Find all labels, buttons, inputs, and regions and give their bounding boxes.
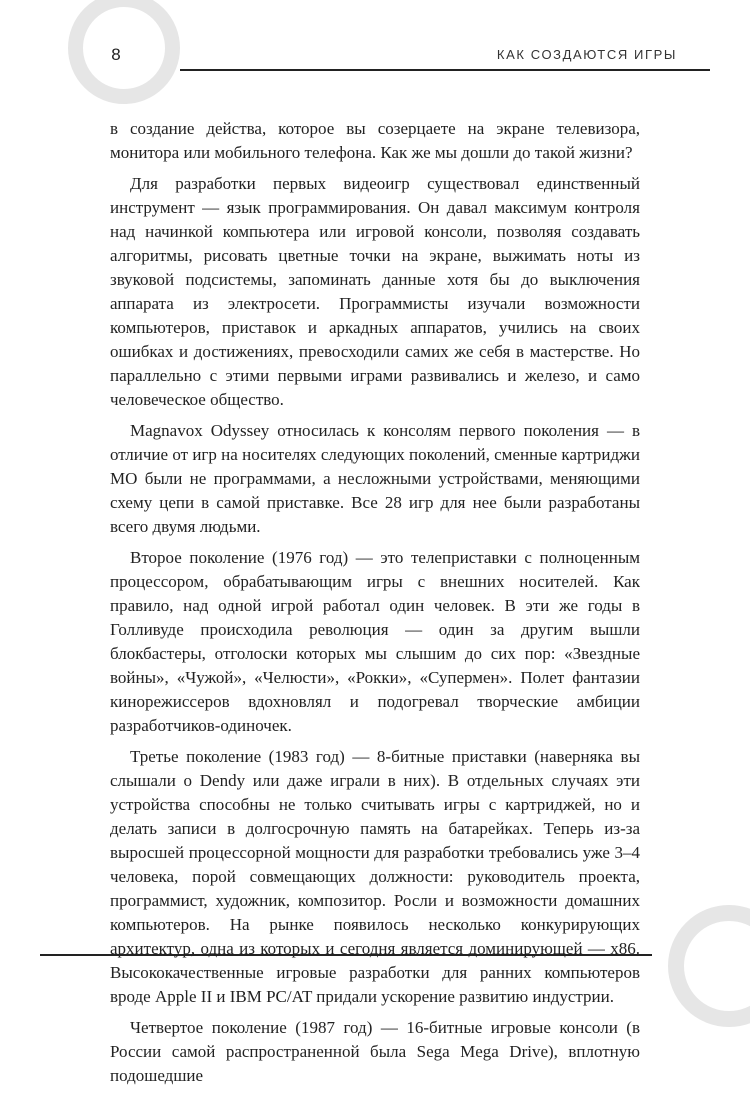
- paragraph-second-generation: Второе поколение (1976 год) — это телеприставки с полноценным процессором, обрабатывающим игры с внешних носителей. Как правило, над одной игрой работал один человек. В эти же годы в Голливуде происходила революция — один за другим вышли блокбастеры, отголоски которых мы слышим до сих пор: «Звездные войны», «Чужой», «Челюсти», «Рокки», «Супермен». Полет фантазии кинорежиссеров вдохновлял и подогревал творческие амбиции разработчиков-одиночек.: [110, 548, 640, 735]
- footer-rule: [40, 954, 652, 956]
- body-text: [110, 117, 640, 1095]
- running-head: КАК СОЗДАЮТСЯ ИГРЫ: [496, 47, 677, 62]
- decorative-ring-bottom: [668, 905, 750, 1027]
- paragraph-first-videogames: Для разработки первых видеоигр существовал единственный инструмент — язык программирования. Он давал максимум контроля над начинкой компьютера или игровой консоли, позволяя создавать алгоритмы, рисовать цветные точки на экране, выжимать ноты из звуковой подсистемы, запоминать данные хотя бы до выключения аппарата из электросети. Программисты изучали возможности компьютеров, приставок и аркадных аппаратов, учились на своих ошибках и достижениях, превосходили самих же себя в мастерстве. Но параллельно с этими первыми играми развивались и железо, и само человеческое общество.: [110, 174, 640, 409]
- paragraph-continuation: в создание действа, которое вы созерцаете на экране телевизора, монитора или мобильного телефона. Как же мы дошли до такой жизни?: [110, 119, 640, 162]
- paragraph-third-generation: Третье поколение (1983 год) — 8-битные приставки (наверняка вы слышали о Dendy или даже играли в них). В отдельных случаях эти устройства способны не только считывать игры с картриджей, но и делать записи в долгосрочную память на батарейках. Теперь из-за выросшей процессорной мощности для разработки требовались уже 3–4 человека, порой совмещающих должности: руководитель проекта, программист, художник, композитор. Росли и возможности домашних компьютеров. На рынке появилось несколько конкурирующих архитектур, одна из которых и сегодня является доминирующей — x86. Высококачественные игровые разработки для ранних компьютеров вроде Apple II и IBM PC/AT придали ускорение развитию индустрии.: [110, 747, 640, 1006]
- paragraph-magnavox-odyssey: Magnavox Odyssey относилась к консолям первого поколения — в отличие от игр на носителях следующих поколений, сменные картриджи MO были не программами, а несложными устройствами, меняющими схему цепи в самой приставке. Все 28 игр для нее были разработаны всего двумя людьми.: [110, 421, 640, 536]
- paragraph-fourth-generation: Четвертое поколение (1987 год) — 16-битные игровые консоли (в России самой распространенной была Sega Mega Drive), вплотную подошедшие: [110, 1018, 640, 1085]
- page-number: 8: [111, 45, 121, 64]
- header-rule: [180, 69, 710, 71]
